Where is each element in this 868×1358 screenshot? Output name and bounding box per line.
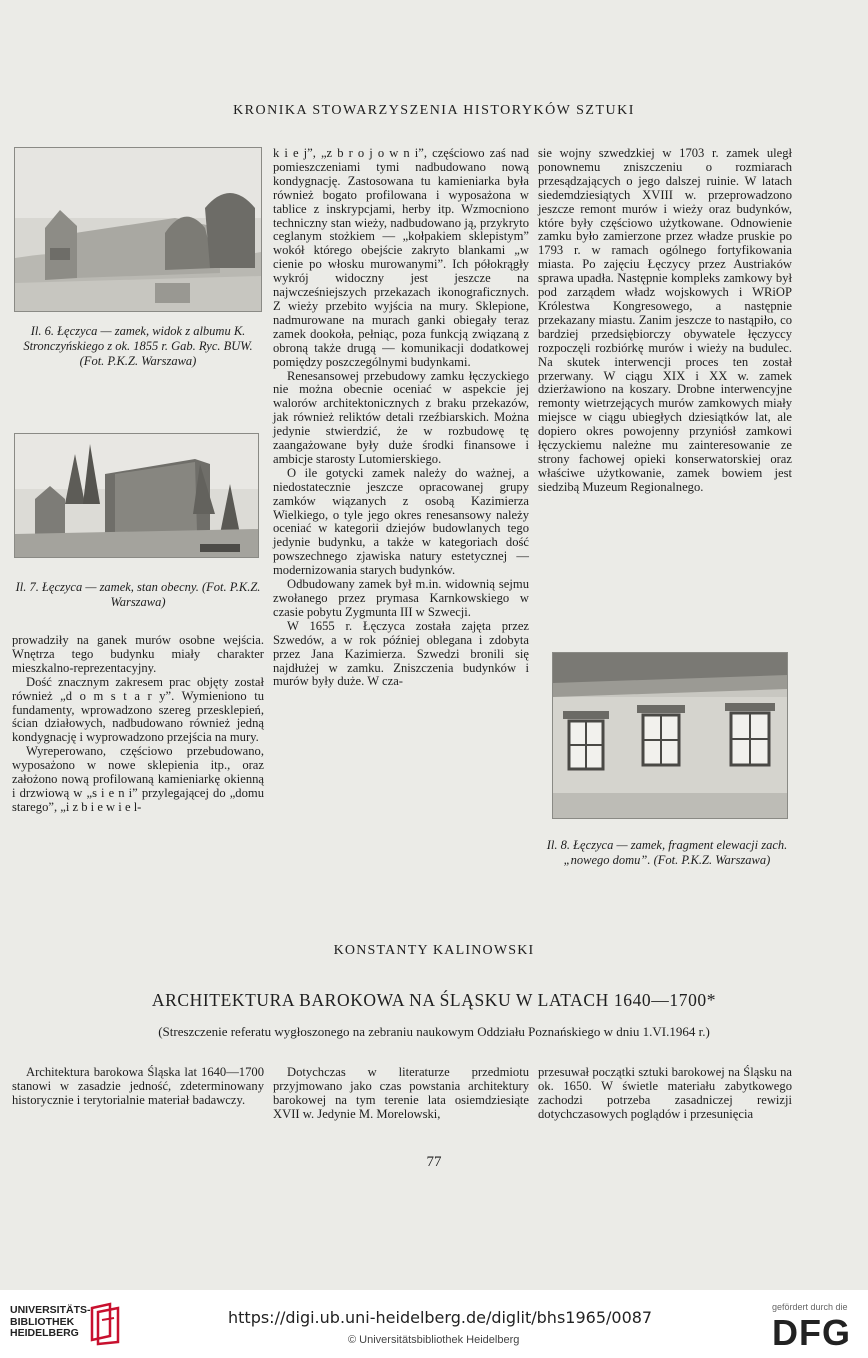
article-column-2: Dotychczas w literaturze przedmiotu przyjmowano jako czas powstania architektury barokowej na tym terenie lata osiemdziesiąte XVII w. Jedynie M. Morelowski,	[273, 1065, 529, 1121]
paragraph: prowadziły na ganek murów osobne wejścia. Wnętrza tego budynku miały charakter mieszkalno-reprezentacyjny.	[12, 633, 264, 675]
article-subtitle: (Streszczenie referatu wygłoszonego na zebraniu naukowym Oddziału Poznańskiego w dniu 1.VI.1964 r.)	[158, 1024, 710, 1039]
permalink-url[interactable]: https://digi.ub.uni-heidelberg.de/diglit/bhs1965/0087	[228, 1308, 653, 1327]
library-name-line: HEIDELBERG	[10, 1327, 79, 1339]
paragraph: Dość znacznym zakresem prac objęty został również „d o m s t a r y”. Wymieniono tu fundamenty, wprowadzono szereg przesklepień, ścian działowych, nadbudowano również jedną kondygnację i wyprowadzono przejścia na mury.	[12, 674, 264, 745]
library-name-line: UNIVERSITÄTS-	[10, 1304, 91, 1316]
text-column-2	[273, 147, 529, 689]
figure-6-photo	[14, 147, 262, 312]
figure-7-photo	[14, 433, 259, 558]
funding-note: gefördert durch die	[772, 1302, 848, 1312]
paragraph: k i e j”, „z b r o j o w n i”, częściowo zaś nad pomieszczeniami tymi nadbudowano nową kondygnację. Zastosowana tu kamieniarka była również bogato profilowana i wyposażona w tablice z inskrypcjami, herby itp. Wzmocniono techniczny stan wieży, nadbudowano ją, przykryto ceglanym stożkiem — „kołpakiem sklepistym” wokół którego obejście zakryto blankami „w cienie po włosku murowanymi”. Ich półokrągły wykrój widoczny jest jeszcze na najwcześniejszych przekazach ikonograficznych. Z wieży przebito wyjścia na mury. Sklepione, nadmurowane na murach ganki obiegały teraz zamek dookoła, pełniąc, poza funkcją związaną z obroną także drugą — komunikacji dodatkowej pomiędzy poszczególnymi budynkami.	[273, 146, 529, 369]
paragraph: Odbudowany zamek był m.in. widownią sejmu zwołanego przez prymasa Karnkowskiego w czasie pobytu Zygmunta III w Szwecji.	[273, 577, 529, 619]
article-title: ARCHITEKTURA BAROKOWA NA ŚLĄSKU W LATACH 1640—1700*	[151, 990, 717, 1010]
library-logo-icon	[88, 1302, 122, 1351]
figure-8-caption: Il. 8. Łęczyca — zamek, fragment elewacji zach. „nowego domu”. (Fot. P.K.Z. Warszawa)	[546, 838, 788, 867]
page-number: 77	[426, 1154, 442, 1170]
paragraph: O ile gotycki zamek należy do ważnej, a niedostatecznie jeszcze opracowanej grupy zamków wiązanych z osobą Kazimierza Wielkiego, o tyle jego okres renesansowy należy oceniać w kategorii dziejów budowlanych tego jedynie budynku, a także w kategoriach dość powszechnego zjawiska natury estetycznej — modernizowania starych budynków.	[273, 465, 529, 578]
library-name	[10, 1305, 91, 1340]
figure-7-caption: Il. 7. Łęczyca — zamek, stan obecny. (Fot. P.K.Z. Warszawa)	[15, 580, 261, 609]
paragraph: sie wojny szwedzkiej w 1703 r. zamek uległ ponownemu zniszczeniu o rozmiarach przesądzających o jego dalszej ruinie. W latach siedemdziesiątych XVIII w. przeprowadzono jeszcze remont murów i wieży oraz budynków, które były częściowo użytkowane. Odnowienie zamku było zamierzone przez władze pruskie po 1793 r. w ramach ogólnego fortyfikowania miasta. Po zajęciu Łęczycy przez Austriaków sprawa upadła. Następnie kompleks zamkowy był pod zarządem władz wojskowych i WRiOP Królestwa Kongresowego, a następnie przekazany miastu. Zanim jeszcze to nastąpiło, co bardziej przedsiębiorczy obywatele łęczyccy rozpoczęli rozbiórkę murów i wieży na budulec. Na skutek interwencji proces ten został przerwany. W ciągu XIX i XX w. zamek dzierżawiono na koszary. Drobne interwencyjne remonty wietrzejących murów zamkowych miały miejsce w ciągu ubiegłych dziesiątków lat, ale dopiero okres powojenny przyniósł zamkowi łęczyckiemu należne mu zainteresowanie ze strony fachowej opieki konserwatorskiej oraz właściwe użytkowanie, zamek bowiem jest siedzibą Muzeum Regionalnego.	[538, 146, 792, 494]
article-column-1: Architektura barokowa Śląska lat 1640—1700 stanowi w zasadzie jedność, zdeterminowany historycznie i terytorialnie materiał badawczy.	[12, 1065, 264, 1107]
library-name-line: BIBLIOTHEK	[10, 1315, 75, 1328]
figure-6-caption: Il. 6. Łęczyca — zamek, widok z albumu K. Stronczyńskiego z ok. 1855 r. Gab. Ryc. BUW. (Fot. P.K.Z. Warszawa)	[23, 324, 253, 368]
figure-8-photo	[552, 652, 788, 819]
paragraph: W 1655 r. Łęczyca została zajęta przez Szwedów, a w rok później oblegana i zdobyta przez Jana Kazimierza. Szwedzi bronili się najdłużej w zamku. Zniszczenia budynków i murów były duże. W cza-	[273, 618, 529, 689]
text-column-1	[12, 634, 264, 815]
running-head: KRONIKA STOWARZYSZENIA HISTORYKÓW SZTUKI	[233, 103, 635, 118]
text-column-3	[538, 147, 792, 495]
paragraph: Renesansowej przebudowy zamku łęczyckiego nie można obecnie oceniać w aspekcie jej walorów architektonicznych z braku przekazów, jak również reliktów detali rzeźbiarskich. Można jedynie stwierdzić, że w rozbudowę tę zaangażowane były duże środki finansowe i ambicje starosty Lutomierskiego.	[273, 368, 529, 466]
dfg-logo: DFG	[772, 1312, 851, 1353]
paragraph: Wyreperowano, częściowo przebudowano, wyposażono w nowe sklepienia itp., oraz założono nową profilowaną kamieniarkę okienną i drzwiową w „s i e n i” przylegającej do „domu starego”, „i z b i e w i e l-	[12, 744, 264, 814]
copyright-notice: © Universitätsbibliothek Heidelberg	[348, 1334, 520, 1346]
article-author: KONSTANTY KALINOWSKI	[333, 943, 535, 958]
article-column-3: przesuwał początki sztuki barokowej na Śląsku na ok. 1650. W świetle materiału zabytkowego zachodzi potrzeba zasadniczej rewizji dotychczasowych poglądów i przesunięcia	[538, 1065, 792, 1121]
